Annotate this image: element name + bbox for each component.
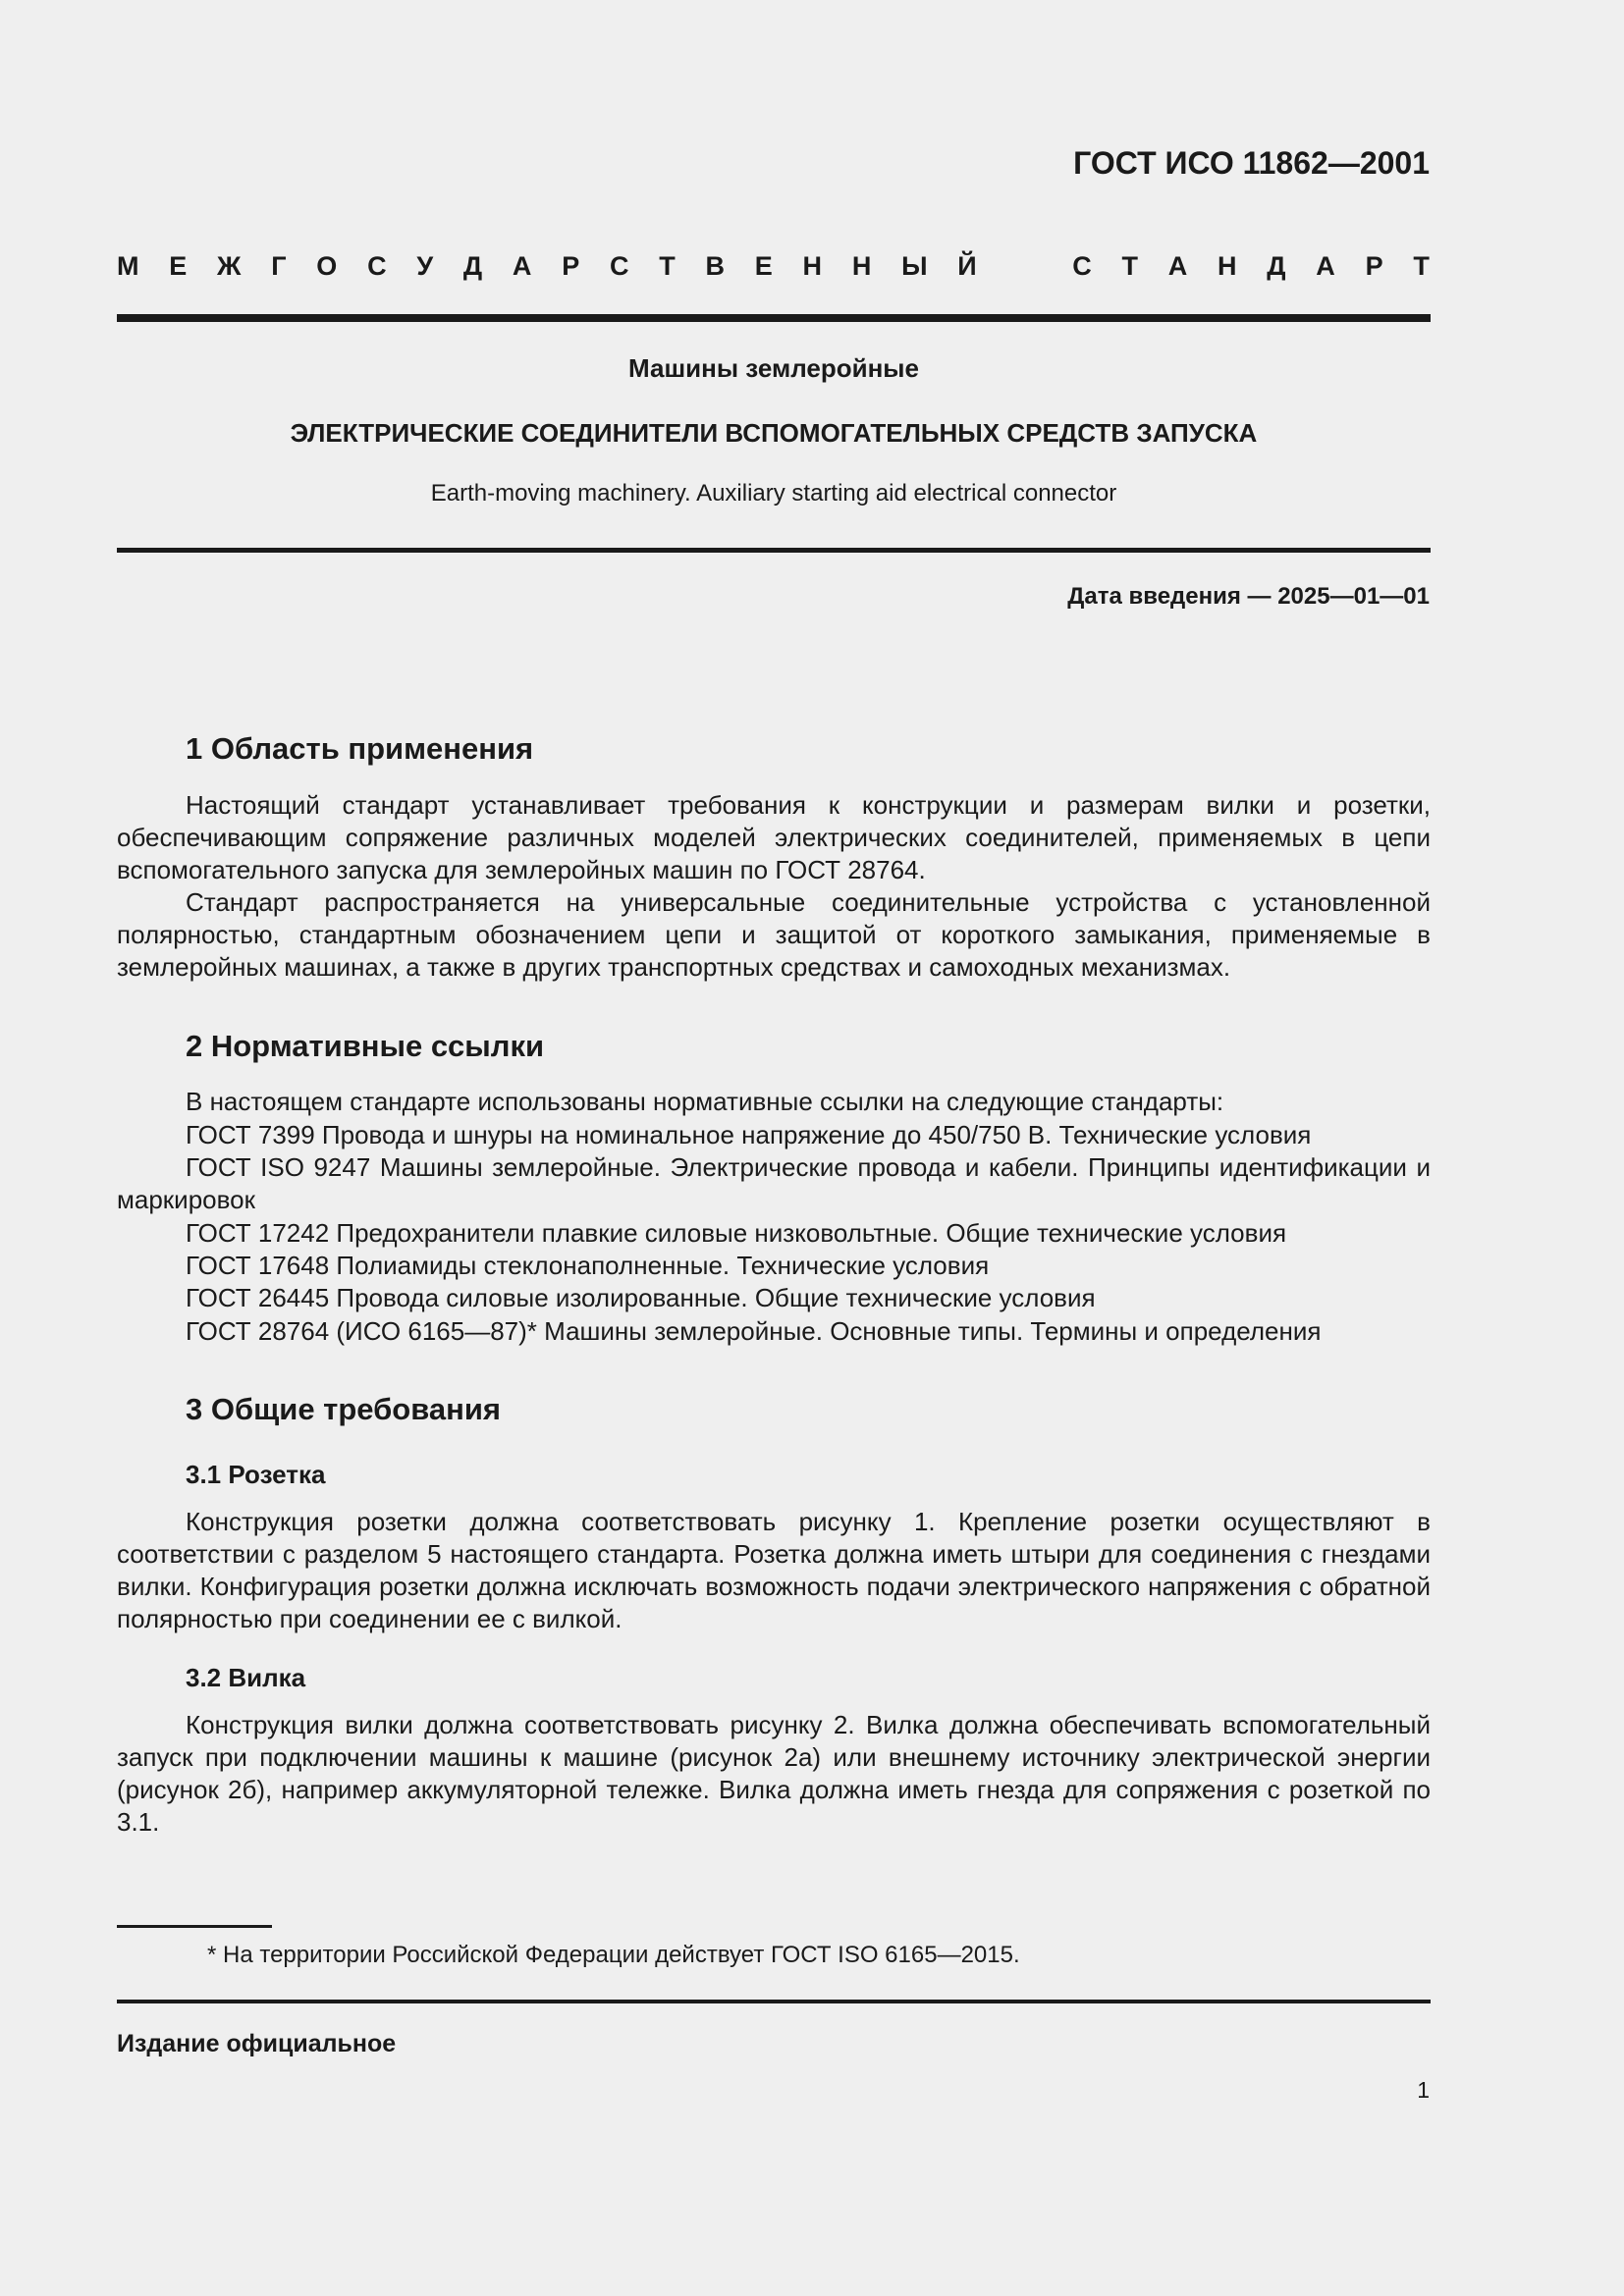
reference-item: ГОСТ 17242 Предохранители плавкие силовые низковольтные. Общие технические условия [186, 1218, 1287, 1248]
letter: М [117, 251, 139, 281]
standard-type-heading [117, 251, 1430, 282]
letter: Т [1413, 251, 1430, 281]
section-3-heading: 3 Общие требования [186, 1392, 501, 1426]
reference-item: ГОСТ 7399 Провода и шнуры на номинальное напряжение до 450/750 В. Технические условия [186, 1120, 1312, 1149]
letter: А [512, 251, 532, 281]
letter: У [416, 251, 434, 281]
letter: Т [1121, 251, 1138, 281]
section-1-paragraph-2: Стандарт распространяется на универсальные соединительные устройства с установленной полярностью, стандартным обозначением цепи и защитой от короткого замыкания, применяемые в землеройных машинах, а также в других транспортных средствах и самоходных механизмах. [117, 887, 1431, 982]
word-gap [1006, 251, 1042, 282]
letter: Ы [901, 251, 928, 281]
letter: С [609, 251, 629, 281]
section-1-heading: 1 Область применения [186, 731, 534, 766]
letter: Ж [217, 251, 242, 281]
subsection-3-1-heading: 3.1 Розетка [186, 1460, 326, 1489]
references-intro: В настоящем стандарте использованы нормативные ссылки на следующие стандарты: [186, 1087, 1224, 1116]
edition-label: Издание официальное [117, 2030, 397, 2057]
letter: Р [562, 251, 580, 281]
letter: В [705, 251, 725, 281]
subsection-3-2-heading: 3.2 Вилка [186, 1663, 306, 1692]
letter: Т [659, 251, 676, 281]
footnote-rule [117, 1925, 272, 1928]
header-rule [117, 314, 1431, 322]
letter: Д [462, 251, 483, 281]
footer-rule [117, 2000, 1431, 2003]
letter: С [1072, 251, 1092, 281]
letter: А [1316, 251, 1335, 281]
reference-item: ГОСТ 26445 Провода силовые изолированные. Общие технические условия [186, 1283, 1096, 1312]
title-group: Машины землеройные [628, 353, 919, 383]
letter: Д [1267, 251, 1286, 281]
letter: Г [271, 251, 287, 281]
letter: Й [957, 251, 977, 281]
title-rule [117, 548, 1431, 553]
subsection-3-1-text: Конструкция розетки должна соответствовать рисунку 1. Крепление розетки осуществляют в соответствии с разделом 5 настоящего стандарта. Розетка должна иметь штыри для соединения с гнездами вилки. Конфигурация розетки должна исключать возможность подачи электрического напряжения с обратной полярностью при соединении ее с вилкой. [117, 1507, 1431, 1633]
letter: Р [1365, 251, 1383, 281]
letter: С [367, 251, 387, 281]
letter: Н [1218, 251, 1237, 281]
letter: О [316, 251, 338, 281]
section-1-paragraph-1: Настоящий стандарт устанавливает требования к конструкции и размерам вилки и розетки, обеспечивающим сопряжение различных моделей электрических соединителей, применяемых в цепи вспомогательного запуска для землеройных машин по ГОСТ 28764. [117, 790, 1431, 884]
letter: Е [169, 251, 188, 281]
reference-item: ГОСТ 17648 Полиамиды стеклонаполненные. Технические условия [186, 1251, 990, 1280]
letter: Н [851, 251, 872, 281]
intro-date: Дата введения — 2025—01—01 [1067, 583, 1430, 610]
subsection-3-2-text: Конструкция вилки должна соответствовать рисунку 2. Вилка должна обеспечивать вспомогательный запуск при подключении машины к машине (рисунок 2а) или внешнему источнику электрической энергии (рисунок 2б), например аккумуляторной тележке. Вилка должна иметь гнезда для сопряжения с розеткой по 3.1. [117, 1710, 1431, 1837]
letter: А [1167, 251, 1188, 281]
reference-item: ГОСТ ISO 9247 Машины землеройные. Электрические провода и кабели. Принципы идентификации и маркировок [117, 1152, 1431, 1214]
section-2-heading: 2 Нормативные ссылки [186, 1029, 545, 1063]
title-name: ЭЛЕКТРИЧЕСКИЕ СОЕДИНИТЕЛИ ВСПОМОГАТЕЛЬНЫХ СРЕДСТВ ЗАПУСКА [290, 418, 1258, 448]
letter: Н [802, 251, 823, 281]
page-number: 1 [1417, 2077, 1430, 2103]
standard-number: ГОСТ ИСО 11862—2001 [1073, 145, 1430, 181]
letter: Е [754, 251, 773, 281]
title-english: Earth-moving machinery. Auxiliary starting aid electrical connector [430, 480, 1117, 507]
reference-item: ГОСТ 28764 (ИСО 6165—87)* Машины землеройные. Основные типы. Термины и определения [186, 1316, 1322, 1346]
footnote: * На территории Российской Федерации действует ГОСТ ISO 6165—2015. [207, 1942, 1020, 1968]
